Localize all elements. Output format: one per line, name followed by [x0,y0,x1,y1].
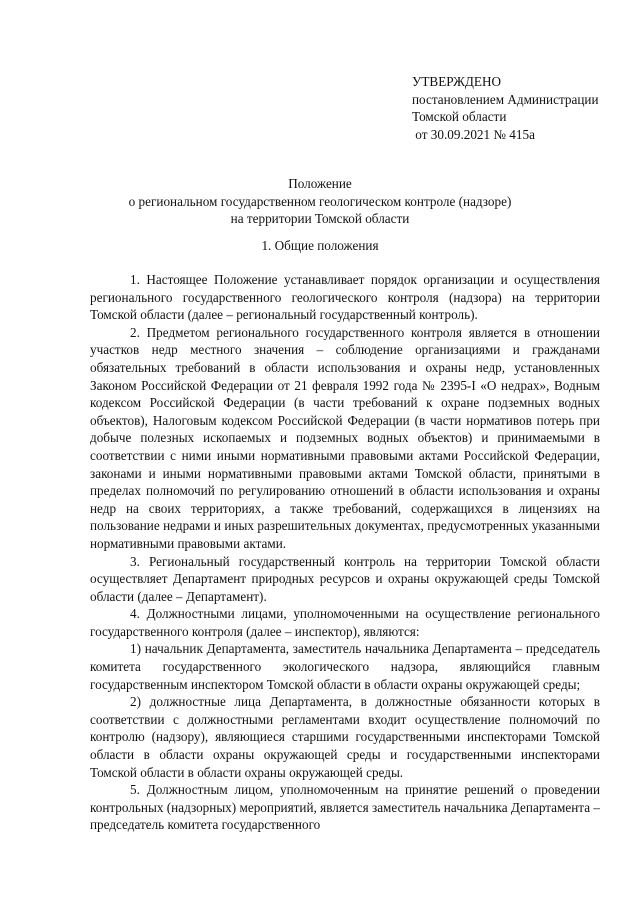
approval-line-decree: постановлением Администрации [412,91,599,107]
paragraph-4-item-1: 1) начальник Департамента, заместитель начальника Департамента – председатель комитета государственного экологического надзора, являющийся главным государственным инспектором Томской области в области охраны окружающей среды; [90,641,600,692]
paragraph-4: 4. Должностными лицами, уполномоченными на осуществление регионального государственного контроля (далее – инспектор), являются: [90,606,600,639]
paragraph-5: 5. Должностным лицом, уполномоченным на принятие решений о проведении контрольных (надзорных) мероприятий, является заместитель начальника Департамента – председатель комитета государственного [90,782,600,833]
approval-line-date: от 30.09.2021 № 415а [412,126,535,142]
paragraph-3: 3. Региональный государственный контроль на территории Томской области осуществляет Департамент природных ресурсов и охраны окружающей среды Томской области (далее – Департамент). [90,553,600,604]
approval-line-region: Томской области [412,109,507,124]
paragraph-2: 2. Предметом регионального государственного контроля является в отношении участков недр местного значения – соблюдение организациями и гражданами обязательных требований в области использования и охраны недр, установленных Законом Российской Федерации от 21 февраля 1992 года № 2395-I «О недрах», Водным кодексом Российской Федерации (в части требований к охране подземных водных объектов), Налоговым кодексом Российской Федерации (в части нормативов потерь при добыче полезных ископаемых и подземных водных объектов) и принимаемыми в соответствии с ними иными нормативными правовыми актами Российской Федерации, законами и иными нормативными правовыми актами Томской области, принятыми в пределах полномочий по регулированию отношений в области использования и охраны недр на своих территориях, а также требований, содержащихся в лицензиях на пользование недрами и иных разрешительных документах, предусмотренных указанными нормативными правовыми актами. [90,324,600,551]
approval-heading: УТВЕРЖДЕНО [412,74,502,89]
title-line-1: Положение [288,176,352,191]
approval-stamp [412,73,599,143]
title-line-3: на территории Томской области [230,211,410,226]
section-heading: 1. Общие положения [261,238,379,253]
document-title [0,175,640,228]
document-body [90,271,600,834]
paragraph-4-item-2: 2) должностные лица Департамента, в должностные обязанности которых в соответствии с должностными регламентами входит осуществление полномочий по контролю (надзору), являющиеся старшими государственными инспекторами Томской области в области охраны окружающей среды и государственными инспекторами Томской области в области охраны окружающей среды. [90,694,600,780]
title-line-2: о региональном государственном геологическом контроле (надзоре) [128,193,512,209]
paragraph-1: 1. Настоящее Положение устанавливает порядок организации и осуществления регионального государственного геологического контроля (надзора) на территории Томской области (далее – региональный государственный контроль). [90,272,600,323]
